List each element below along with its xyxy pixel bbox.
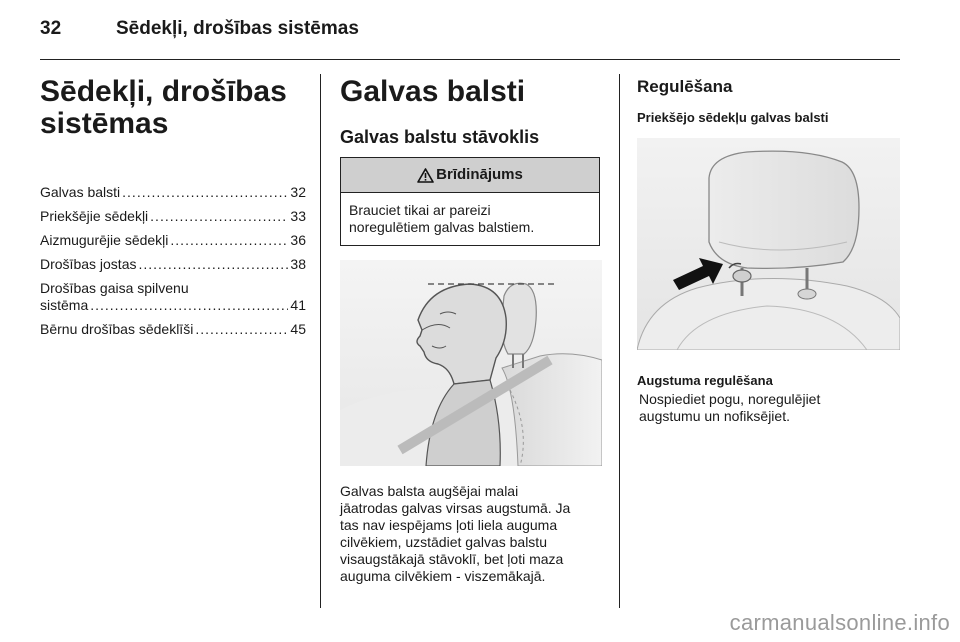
chapter-title-line2: sistēmas xyxy=(40,107,169,140)
toc-item-priekssejie-sedekli[interactable]: Priekšējie sēdekļi ..... 33 xyxy=(40,208,306,225)
warning-box xyxy=(340,157,600,246)
adjustment-section-column xyxy=(637,76,900,425)
toc-item-galvas-balsti[interactable]: Galvas balsti ..... 32 xyxy=(40,184,306,201)
chapter-title-line1: Sēdekļi, drošības xyxy=(40,75,287,108)
height-adjustment-title: Augstuma regulēšana xyxy=(637,373,773,388)
toc-item-bernu-sedeklisi[interactable]: Bērnu drošības sēdeklīši ..... 45 xyxy=(40,321,306,338)
warning-text: Brauciet tikai ar pareizi noregulētiem galvas balstiem. xyxy=(349,202,535,235)
chapter-title xyxy=(40,76,306,140)
warning-triangle-icon xyxy=(417,168,434,183)
headrest-position-illustration xyxy=(340,260,602,466)
subsection-title: Galvas balstu stāvoklis xyxy=(340,127,540,147)
headrest-position-text: Galvas balsta augšējai malai jāatrodas galvas virsas augstumā. Ja tas nav iespējams ļoti liela auguma cilvēkiem, uzstādiet galvas balstu visaugstākajā stāvoklī, bet ļoti maza auguma cilvēkiem - viszemākajā. xyxy=(340,483,571,584)
headrest-adjustment-illustration xyxy=(637,138,900,350)
toc-item-aizmugurejie-sedekli[interactable]: Aizmugurējie sēdekļi ..... 36 xyxy=(40,232,306,249)
toc-item-gaisa-spilvenu[interactable]: Drošības gaisa spilvenu sistēma ..... 41 xyxy=(40,280,306,314)
adjustment-title: Regulēšana xyxy=(637,77,733,96)
headrest-section-column xyxy=(340,76,602,585)
chapter-contents-column xyxy=(40,76,306,345)
column-divider-2 xyxy=(619,74,620,608)
page-number: 32 xyxy=(40,18,62,39)
running-title: Sēdekļi, drošības sistēmas xyxy=(116,18,359,39)
page-header xyxy=(40,16,900,60)
toc-item-drosibas-jostas[interactable]: Drošības jostas ..... 38 xyxy=(40,256,306,273)
adjustment-subtitle: Priekšējo sēdekļu galvas balsti xyxy=(637,110,829,125)
table-of-contents xyxy=(40,184,306,338)
section-title: Galvas balsti xyxy=(340,75,526,108)
watermark: carmanualsonline.info xyxy=(729,610,950,635)
header-rule xyxy=(40,59,900,60)
height-adjustment-text: Nospiediet pogu, noregulējiet augstumu un nofiksējiet. xyxy=(639,391,821,424)
warning-heading: Brīdinājums xyxy=(341,158,599,193)
column-divider-1 xyxy=(320,74,321,608)
